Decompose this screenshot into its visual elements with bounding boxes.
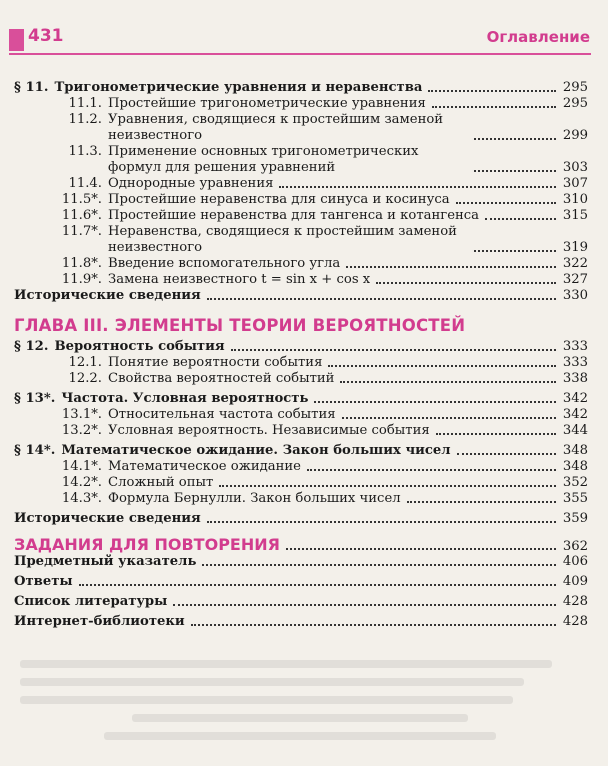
leader-dots <box>286 548 556 550</box>
item-number: 13.2*. <box>61 423 102 438</box>
item-page: 352 <box>562 475 588 490</box>
item-title: Неравенства, сводящиеся к простейшим заменой неизвестного <box>108 224 457 255</box>
toc-item[interactable] <box>14 371 588 387</box>
review-page: 362 <box>562 539 588 554</box>
item-title: Введение вспомогательного угла <box>108 256 341 271</box>
item-number: 11.7*. <box>61 224 102 239</box>
section-page: 348 <box>562 443 588 458</box>
tail-page: 409 <box>562 574 588 589</box>
leader-dots <box>314 401 556 403</box>
header-accent-block <box>9 29 24 51</box>
toc-answers[interactable] <box>14 574 588 590</box>
toc-item[interactable] <box>14 407 588 423</box>
section-number: § 11. <box>14 80 49 95</box>
item-title: Простейшие тригонометрические уравнения <box>108 96 426 111</box>
item-number: 12.1. <box>68 355 102 370</box>
item-number: 11.2. <box>68 112 102 127</box>
item-page: 307 <box>562 176 588 191</box>
toc-review[interactable] <box>14 535 588 554</box>
header-title: Оглавление <box>486 28 590 46</box>
review-title: ЗАДАНИЯ ДЛЯ ПОВТОРЕНИЯ <box>14 535 280 554</box>
toc-item[interactable] <box>14 208 588 224</box>
leader-dots <box>474 250 556 252</box>
toc-item[interactable] <box>14 224 588 256</box>
item-number: 14.2*. <box>61 475 102 490</box>
item-page: 344 <box>562 423 588 438</box>
history-page: 330 <box>562 288 588 303</box>
leader-dots <box>346 266 556 268</box>
toc-internet-libraries[interactable] <box>14 614 588 630</box>
leader-dots <box>340 381 556 383</box>
chapter-heading[interactable]: ГЛАВА III. ЭЛЕМЕНТЫ ТЕОРИИ ВЕРОЯТНОСТЕЙ <box>14 316 466 335</box>
leader-dots <box>191 624 556 626</box>
leader-dots <box>485 218 556 220</box>
item-title: Математическое ожидание <box>108 459 301 474</box>
section-page: 295 <box>562 80 588 95</box>
leader-dots <box>407 501 556 503</box>
leader-dots <box>342 417 556 419</box>
item-title: Уравнения, сводящиеся к простейшим заменой неизвестного <box>108 112 444 143</box>
item-title: Формула Бернулли. Закон больших чисел <box>108 491 401 506</box>
leader-dots <box>307 469 556 471</box>
item-number: 14.1*. <box>61 459 102 474</box>
toc-item[interactable] <box>14 176 588 192</box>
item-page: 303 <box>562 160 588 175</box>
toc-item[interactable] <box>14 192 588 208</box>
leader-dots <box>219 485 556 487</box>
item-title: Простейшие неравенства для синуса и косинуса <box>108 192 450 207</box>
item-page: 315 <box>562 208 588 223</box>
leader-dots <box>456 202 556 204</box>
tail-title: Ответы <box>14 574 73 589</box>
leader-dots <box>436 433 556 435</box>
item-page: 299 <box>562 128 588 143</box>
item-number: 11.1. <box>68 96 102 111</box>
item-number: 11.8*. <box>61 256 102 271</box>
leader-dots <box>173 604 556 606</box>
toc-item[interactable] <box>14 144 588 176</box>
toc-section-11[interactable] <box>14 80 588 96</box>
leader-dots <box>474 170 556 172</box>
toc-section-14[interactable] <box>14 443 588 459</box>
tail-page: 428 <box>562 614 588 629</box>
bleed-through-text <box>20 650 580 760</box>
item-page: 355 <box>562 491 588 506</box>
item-title: Относительная частота события <box>108 407 336 422</box>
toc-history-2[interactable] <box>14 511 588 527</box>
item-title: Простейшие неравенства для тангенса и котангенса <box>108 208 480 223</box>
item-number: 12.2. <box>68 371 102 386</box>
leader-dots <box>428 90 556 92</box>
item-page: 348 <box>562 459 588 474</box>
leader-dots <box>79 584 556 586</box>
toc-item[interactable] <box>14 423 588 439</box>
section-number: § 14*. <box>14 443 56 458</box>
toc-section-12[interactable] <box>14 339 588 355</box>
toc-item[interactable] <box>14 256 588 272</box>
leader-dots <box>207 298 556 300</box>
toc-item[interactable] <box>14 112 588 144</box>
toc-history-1[interactable] <box>14 288 588 304</box>
item-page: 338 <box>562 371 588 386</box>
tail-page: 428 <box>562 594 588 609</box>
tail-page: 406 <box>562 554 588 569</box>
toc-item[interactable] <box>14 491 588 507</box>
section-title: Вероятность события <box>54 339 225 354</box>
item-number: 11.4. <box>68 176 102 191</box>
history-title: Исторические сведения <box>14 288 201 303</box>
toc-section-13[interactable] <box>14 391 588 407</box>
section-title: Частота. Условная вероятность <box>61 391 309 406</box>
leader-dots <box>376 282 556 284</box>
item-title: Однородные уравнения <box>108 176 274 191</box>
item-page: 295 <box>562 96 588 111</box>
leader-dots <box>474 138 556 140</box>
toc-item[interactable] <box>14 272 588 288</box>
tail-title: Интернет-библиотеки <box>14 614 185 629</box>
section-page: 333 <box>562 339 588 354</box>
leader-dots <box>202 564 556 566</box>
item-title: Применение основных тригонометрических формул для решения уравнений <box>108 144 419 175</box>
history-title: Исторические сведения <box>14 511 201 526</box>
item-page: 333 <box>562 355 588 370</box>
toc-item[interactable] <box>14 96 588 112</box>
header-rule <box>9 53 591 55</box>
page-number: 431 <box>28 26 64 46</box>
leader-dots <box>231 349 556 351</box>
item-number: 14.3*. <box>61 491 102 506</box>
item-title: Сложный опыт <box>108 475 214 490</box>
section-title: Математическое ожидание. Закон больших чисел <box>61 443 451 458</box>
leader-dots <box>328 365 556 367</box>
item-number: 11.6*. <box>61 208 102 223</box>
table-of-contents <box>14 80 588 630</box>
item-number: 11.5*. <box>61 192 102 207</box>
item-number: 11.3. <box>68 144 102 159</box>
item-title: Свойства вероятностей событий <box>108 371 335 386</box>
leader-dots <box>457 453 556 455</box>
item-title: Условная вероятность. Независимые события <box>108 423 430 438</box>
toc-item[interactable] <box>14 355 588 371</box>
item-number: 11.9*. <box>61 272 102 287</box>
tail-title: Предметный указатель <box>14 554 197 569</box>
section-number: § 13*. <box>14 391 56 406</box>
leader-dots <box>432 106 556 108</box>
item-page: 322 <box>562 256 588 271</box>
page-header <box>0 0 608 60</box>
toc-literature[interactable] <box>14 594 588 610</box>
item-page: 319 <box>562 240 588 255</box>
leader-dots <box>207 521 556 523</box>
item-title: Замена неизвестного t = sin x + cos x <box>108 272 371 287</box>
toc-item[interactable] <box>14 475 588 491</box>
item-page: 327 <box>562 272 588 287</box>
section-number: § 12. <box>14 339 49 354</box>
section-page: 342 <box>562 391 588 406</box>
item-page: 310 <box>562 192 588 207</box>
section-title: Тригонометрические уравнения и неравенства <box>54 80 423 95</box>
history-page: 359 <box>562 511 588 526</box>
leader-dots <box>279 186 556 188</box>
item-title: Понятие вероятности события <box>108 355 323 370</box>
toc-index[interactable] <box>14 554 588 570</box>
tail-title: Список литературы <box>14 594 168 609</box>
toc-item[interactable] <box>14 459 588 475</box>
item-page: 342 <box>562 407 588 422</box>
item-number: 13.1*. <box>61 407 102 422</box>
